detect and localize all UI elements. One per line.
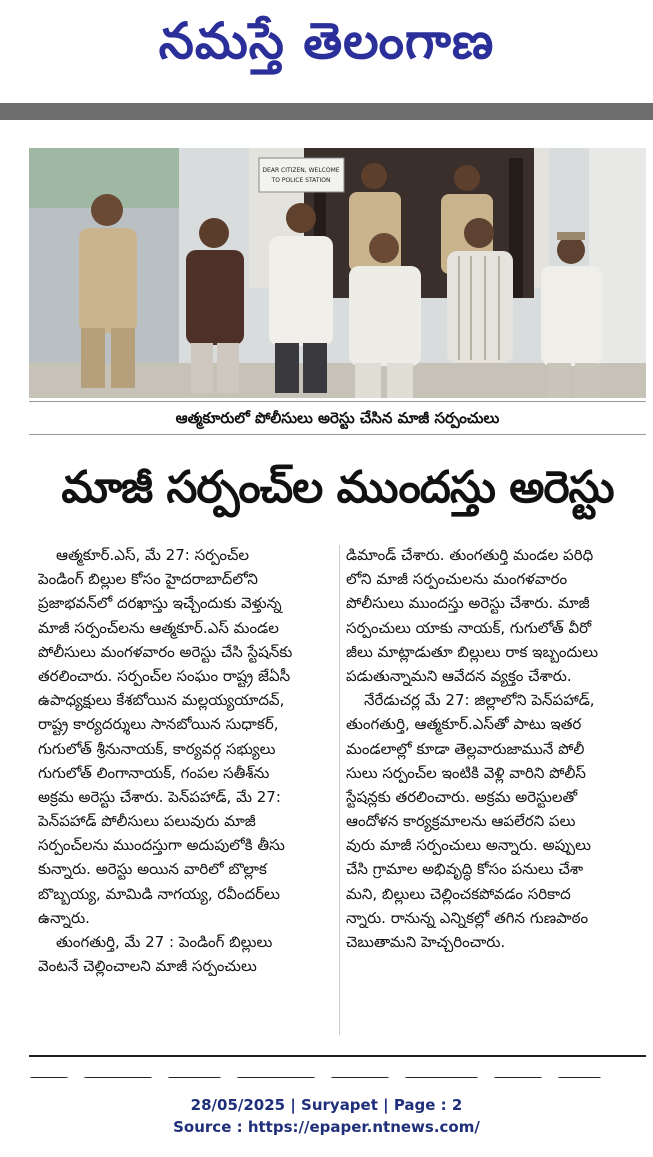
article-line: పోలీసులు మంగళవారం అరెస్టు చేసి స్టేషన్‌కు [38,642,293,661]
article-line: గుగులోత్ లింగానాయక్, గంపల సతీశ్‌ను [38,763,270,782]
article-line: డిమాండ్ చేశారు. తుంగతుర్తి మండల పరిధి [346,546,594,564]
article-line: లోని మాజీ సర్పంచులను మంగళవారం [346,570,568,589]
article-line: ప్రజాభవన్‌లో దరఖాస్తు ఇచ్చేందుకు వెళ్తున్న [38,594,282,613]
article-line: వెంటనే చెల్లించాలని మాజీ సర్పంచులు [38,957,257,976]
masthead [0,0,653,82]
article-line: జీలు మాట్లాడుతూ బిల్లులు రాక ఇబ్బందులు [346,642,599,661]
article-column-right [346,543,646,954]
masthead-divider [0,103,653,120]
article-line: అక్రమ అరెస్టు చేశారు. పెన్‌పహాడ్, మే 27: [38,787,281,806]
article-line: పడుతున్నామని ఆవేదన వ్యక్తం చేశారు. [346,666,572,685]
article-line: సర్పంచులు యాకు నాయక్, గుగులోత్ వీరో [346,618,592,637]
caption-rule-bottom [29,434,646,435]
article-line: పెండింగ్ బిల్లుల కోసం హైదరాబాద్‌లోని [38,570,258,589]
photo-caption: ఆత్మకూరులో పోలీసులు అరెస్టు చేసిన మాజీ సర్పంచులు [175,409,500,427]
article-line: న్నారు. రానున్న ఎన్నికల్లో తగిన గుణపాఠం [346,908,589,927]
article-line: తరలించారు. సర్పంచ్‌ల సంఘం రాష్ట్ర జేఏసీ [38,666,291,685]
article-line: మండలాల్లో కూడా తెల్లవారుజామునే పోలీ [346,739,585,758]
newspaper-logo: నమస్తే తెలంగాణ [158,12,495,70]
article-line: పెన్‌పహాడ్ పోలీసులు పలువురు మాజీ [38,812,256,831]
article-line: నేరేడుచర్ల మే 27: జిల్లాలోని పెన్‌పహాడ్, [364,691,595,710]
article-line: తుంగతుర్తి, ఆత్మకూర్.ఎస్‌తో పాటు ఇతర [346,715,582,734]
article-line: వురు మాజీ సర్పంచులు అన్నారు. అప్పులు [346,836,591,855]
article-line: ఆందోళన కార్యక్రమాలను ఆపలేరని పలు [346,812,576,831]
article-line: బొబ్బయ్య, మామిడి నాగయ్య, రవీందర్‌లు [38,884,280,903]
article-line: చేసి గ్రామాల అభివృద్ధి కోసం పనులు చేశా [346,860,584,879]
sign-text-line1: DEAR CITIZEN, WELCOME [262,167,340,174]
article-line: ఉన్నారు. [38,908,90,927]
article-line: సులు సర్పంచ్‌ల ఇంటికి వెళ్లి వారిని పోలీస్ [346,763,586,782]
article-bottom-rule [29,1055,646,1057]
source-link[interactable]: Source : https://epaper.ntnews.com/ [173,1118,480,1136]
article-line: తుంగతుర్తి, మే 27 : పెండింగ్ బిల్లులు [56,933,273,951]
article-line: సర్పంచ్‌లను ముందస్తుగా అదుపులోకి తీసు [38,836,285,855]
article-line: పోలీసులు ముందస్తు అరెస్టు చేశారు. మాజీ [346,594,590,613]
article-line: చెబుతామని హెచ్చరించారు. [346,933,506,951]
article-column-left [38,543,338,978]
sign-text-line2: TO POLICE STATION [271,177,331,184]
headline: మాజీ సర్పంచ్‌ల ముందస్తు అరెస్టు [61,462,614,513]
news-photo [29,148,646,398]
edition-info: 28/05/2025 | Suryapet | Page : 2 [190,1096,463,1114]
article-line: మాజీ సర్పంచ్‌లను ఆత్మకూర్.ఎస్ మండల [38,618,279,637]
article-line: కున్నారు. అరెస్టు అయిన వారిలో బొల్లాక [38,860,267,879]
page-footer [0,1094,653,1138]
article-line: మని, బిల్లులు చెల్లించకపోవడం సరికాద [346,884,571,903]
caption-rule-top [29,401,646,402]
article-line: ఆత్మకూర్.ఎస్, మే 27: సర్పంచ్‌ల [56,546,250,564]
column-divider [339,545,340,1035]
article-line: రాష్ట్ర కార్యదర్శులు సానబోయిన సుధాకర్, [38,715,279,734]
article-line: గుగులోత్ శ్రీనునాయక్, కార్యవర్గ సభ్యులు [38,739,276,758]
article-line: స్టేషన్లకు తరలించారు. అక్రమ అరెస్టులతో [346,787,578,806]
cutoff-next-headline [29,1068,646,1078]
article-line: ఉపాధ్యక్షులు కేశబోయిన మల్లయ్యయాదవ్, [38,691,285,710]
